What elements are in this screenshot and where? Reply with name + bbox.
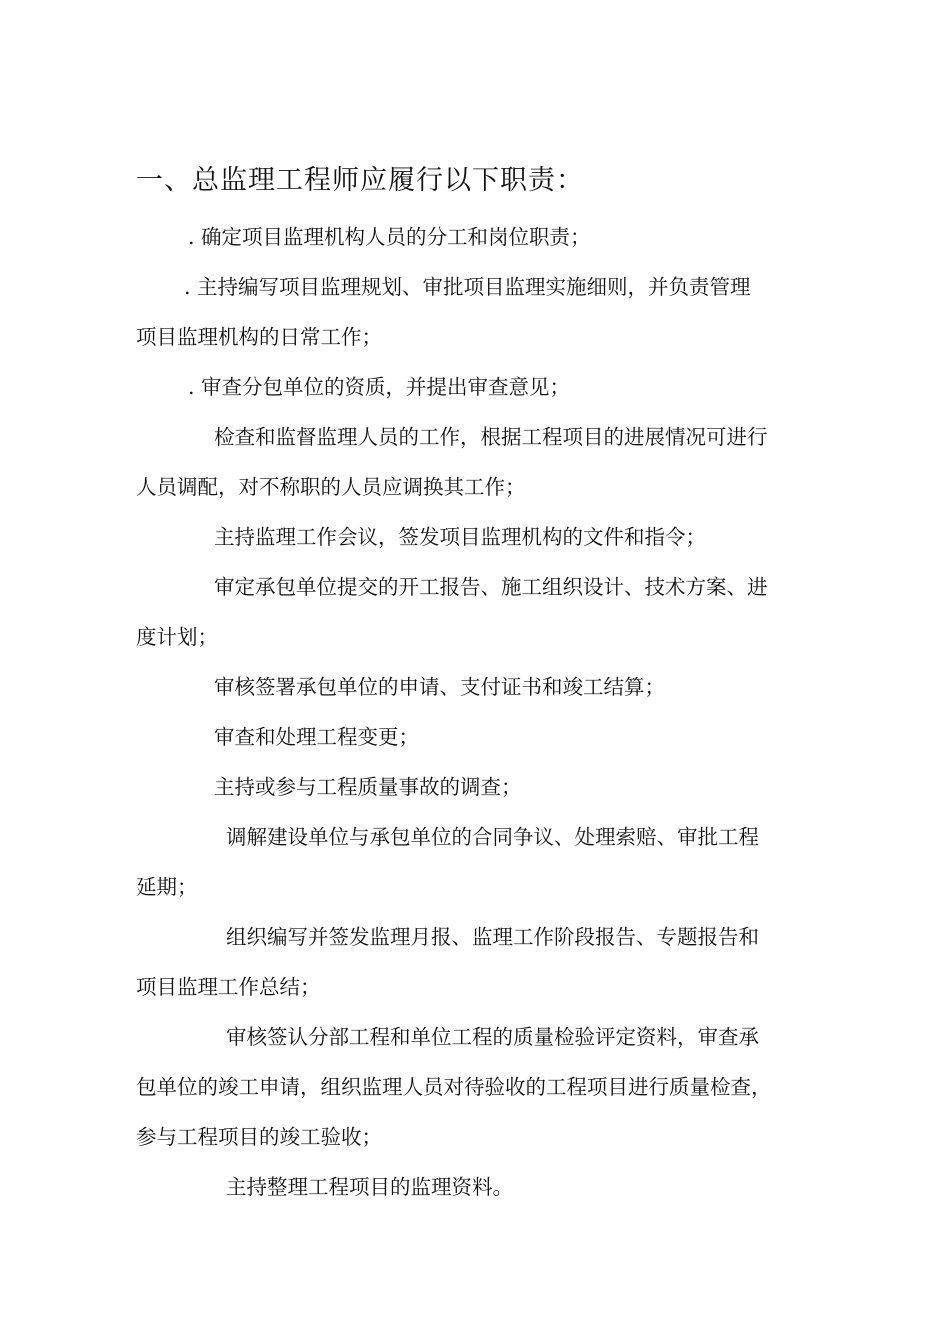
duty-line: 延期； xyxy=(136,875,198,899)
duty-item-10 xyxy=(136,812,816,912)
duty-item-3 xyxy=(136,362,816,412)
duty-item-1 xyxy=(136,212,816,262)
duty-line: 参与工程项目的竣工验收； xyxy=(136,1125,382,1149)
duty-line: 审定承包单位提交的开工报告、施工组织设计、技术方案、进 xyxy=(214,575,768,599)
section-heading: 一、总监理工程师应履行以下职责： xyxy=(136,165,584,196)
duty-item-12 xyxy=(136,1012,816,1162)
duty-line: 项目监理工作总结； xyxy=(136,975,321,999)
duty-item-9 xyxy=(136,762,816,812)
duty-line: 度计划； xyxy=(136,625,218,649)
duty-line: 包单位的竣工申请，组织监理人员对待验收的工程项目进行质量检查， xyxy=(136,1075,772,1099)
duty-item-13 xyxy=(136,1162,816,1212)
duty-line: . 主持编写项目监理规划、审批项目监理实施细则，并负责管理 xyxy=(184,275,751,299)
duty-item-7 xyxy=(136,662,816,712)
duty-line: 人员调配，对不称职的人员应调换其工作； xyxy=(136,475,526,499)
duty-line: 组织编写并签发监理月报、监理工作阶段报告、专题报告和 xyxy=(226,925,759,949)
duty-item-8 xyxy=(136,712,816,762)
duty-line: 项目监理机构的日常工作； xyxy=(136,325,382,349)
duty-line: 检查和监督监理人员的工作，根据工程项目的进展情况可进行 xyxy=(214,425,768,449)
duty-line: 调解建设单位与承包单位的合同争议、处理索赔、审批工程 xyxy=(226,825,759,849)
duty-line: 审查和处理工程变更； xyxy=(214,725,419,749)
duty-line: 审核签署承包单位的申请、支付证书和竣工结算； xyxy=(214,675,665,699)
duty-item-5 xyxy=(136,512,816,562)
duty-line: 主持监理工作会议，签发项目监理机构的文件和指令； xyxy=(214,525,706,549)
duty-line: 主持整理工程项目的监理资料。 xyxy=(226,1175,513,1199)
duty-line: 主持或参与工程质量事故的调查； xyxy=(214,775,522,799)
duty-item-4 xyxy=(136,412,816,512)
duty-item-6 xyxy=(136,562,816,662)
duty-line: . 确定项目监理机构人员的分工和岗位职责； xyxy=(188,225,591,249)
duty-item-11 xyxy=(136,912,816,1012)
duty-line: . 审查分包单位的资质，并提出审查意见； xyxy=(188,375,571,399)
duty-item-2 xyxy=(136,262,816,362)
duty-line: 审核签认分部工程和单位工程的质量检验评定资料，审查承 xyxy=(226,1025,759,1049)
